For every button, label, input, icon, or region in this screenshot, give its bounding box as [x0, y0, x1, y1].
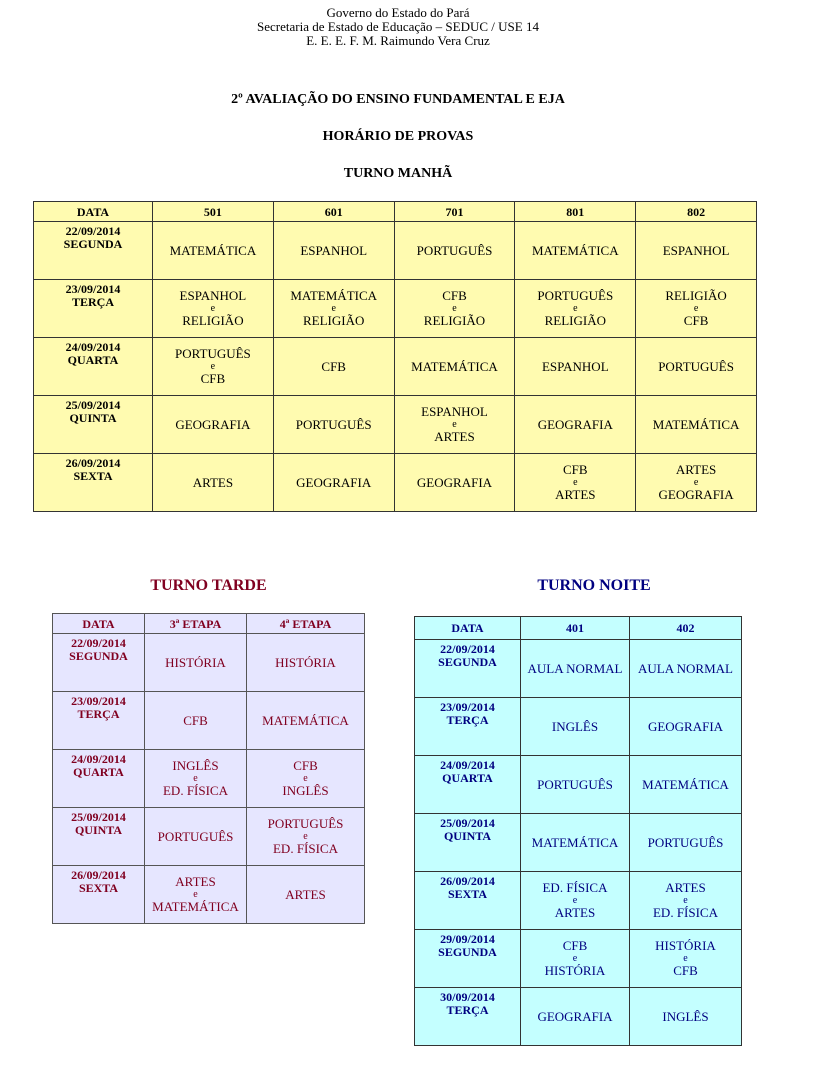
- evaluation-title: 2º AVALIAÇÃO DO ENSINO FUNDAMENTAL E EJA: [231, 92, 565, 107]
- weekday-text: QUARTA: [67, 353, 119, 367]
- subject-cell: [247, 692, 365, 750]
- night-shift-title: TURNO NOITE: [537, 577, 651, 594]
- subject-text: INGLÊS: [551, 718, 599, 734]
- date-text: 23/09/2014: [65, 282, 121, 296]
- subject-text: ESPANHOL: [300, 242, 368, 258]
- column-header: 501: [153, 202, 274, 222]
- subject-cell: [515, 222, 636, 280]
- column-header: 701: [394, 202, 515, 222]
- connector-text: e: [210, 361, 216, 372]
- subject-text: ED. FÍSICA: [162, 783, 228, 798]
- schedule-title: HORÁRIO DE PROVAS: [322, 129, 474, 144]
- date-cell: [34, 280, 153, 338]
- subject-cell: [636, 222, 757, 280]
- subject-cell: [394, 338, 515, 396]
- weekday-text: QUINTA: [69, 411, 117, 425]
- subject-cell: [521, 930, 630, 988]
- subject-cell: [630, 988, 742, 1046]
- weekday-text: SEGUNDA: [438, 655, 497, 669]
- date-cell: [34, 396, 153, 454]
- weekday-text: TERÇA: [71, 295, 114, 309]
- date-cell: [34, 454, 153, 512]
- subject-cell: [247, 634, 365, 692]
- table-row: [53, 866, 365, 924]
- column-header-date: DATA: [415, 617, 521, 640]
- table-row: [415, 814, 742, 872]
- subject-cell: [145, 634, 247, 692]
- connector-text: e: [331, 303, 336, 314]
- subject-cell: [630, 930, 742, 988]
- subject-cell: [273, 396, 394, 454]
- subject-text: PORTUGUÊS: [537, 288, 614, 303]
- column-header: 801: [515, 202, 636, 222]
- date-text: 22/09/2014: [440, 642, 495, 656]
- date-cell: [34, 338, 153, 396]
- date-text: 26/09/2014: [440, 874, 495, 888]
- subject-text: CFB: [293, 758, 318, 773]
- date-text: 22/09/2014: [65, 224, 121, 238]
- subject-text: ESPANHOL: [421, 404, 488, 419]
- subject-text: GEOGRAFIA: [296, 474, 372, 490]
- subject-text: RELIGIÃO: [182, 313, 244, 328]
- subject-cell: [394, 280, 515, 338]
- weekday-text: TERÇA: [446, 1003, 489, 1017]
- subject-cell: [145, 750, 247, 808]
- subject-text: MATEMÁTICA: [411, 358, 498, 374]
- subject-text: RELIGIÃO: [423, 313, 486, 328]
- weekday-text: SEXTA: [447, 887, 488, 901]
- subject-text: ED. FÍSICA: [272, 841, 338, 856]
- weekday-text: SEGUNDA: [69, 649, 128, 663]
- subject-cell: [636, 396, 757, 454]
- subject-text: GEOGRAFIA: [537, 1008, 613, 1024]
- subject-text: GEOGRAFIA: [175, 416, 251, 432]
- connector-text: e: [683, 895, 688, 906]
- table-row: [34, 454, 757, 512]
- weekday-text: TERÇA: [446, 713, 489, 727]
- subject-cell: [247, 750, 365, 808]
- subject-text: AULA NORMAL: [638, 660, 733, 676]
- subject-text: RELIGIÃO: [544, 313, 606, 328]
- date-cell: [415, 756, 521, 814]
- connector-text: e: [303, 831, 308, 842]
- column-header: 802: [636, 202, 757, 222]
- afternoon-shift-title: TURNO TARDE: [150, 577, 267, 594]
- morning-shift-title: TURNO MANHÃ: [343, 166, 453, 181]
- subject-cell: [153, 454, 274, 512]
- subject-text: ED. FÍSICA: [542, 880, 608, 895]
- connector-text: e: [193, 889, 198, 900]
- subject-cell: [273, 338, 394, 396]
- date-cell: [415, 640, 521, 698]
- date-cell: [415, 872, 521, 930]
- date-cell: [415, 930, 521, 988]
- table-row: [53, 808, 365, 866]
- table-row: [415, 640, 742, 698]
- date-cell: [53, 808, 145, 866]
- connector-text: e: [193, 773, 198, 784]
- column-header-date: DATA: [53, 614, 145, 634]
- weekday-text: SEGUNDA: [63, 237, 123, 251]
- subject-cell: [515, 338, 636, 396]
- subject-text: CFB: [562, 938, 588, 953]
- subject-cell: [515, 396, 636, 454]
- table-row: [34, 222, 757, 280]
- subject-cell: [247, 866, 365, 924]
- weekday-text: SEXTA: [78, 881, 119, 895]
- subject-text: INGLÊS: [662, 1008, 709, 1024]
- subject-cell: [273, 222, 394, 280]
- night-schedule-table: [414, 616, 742, 1046]
- subject-cell: [636, 338, 757, 396]
- subject-text: CFB: [442, 288, 467, 303]
- subject-cell: [247, 808, 365, 866]
- subject-text: ESPANHOL: [179, 288, 247, 303]
- subject-text: ARTES: [554, 905, 596, 920]
- subject-text: MATEMÁTICA: [290, 288, 378, 303]
- connector-text: e: [303, 773, 308, 784]
- header-school: E. E. E. F. M. Raimundo Vera Cruz: [306, 33, 490, 48]
- subject-text: PORTUGUÊS: [658, 358, 734, 374]
- subject-text: CFB: [321, 358, 346, 374]
- subject-text: MATEMÁTICA: [262, 712, 349, 728]
- date-text: 23/09/2014: [440, 700, 495, 714]
- subject-cell: [145, 808, 247, 866]
- weekday-text: SEXTA: [73, 469, 113, 483]
- subject-text: ARTES: [285, 886, 326, 902]
- table-row: [53, 634, 365, 692]
- subject-text: MATEMÁTICA: [642, 776, 729, 792]
- subject-text: HISTÓRIA: [544, 963, 606, 978]
- subject-cell: [153, 396, 274, 454]
- subject-cell: [145, 692, 247, 750]
- column-header: 401: [521, 617, 630, 640]
- column-header: 601: [273, 202, 394, 222]
- subject-cell: [145, 866, 247, 924]
- subject-text: PORTUGUÊS: [267, 816, 344, 831]
- weekday-text: QUINTA: [74, 823, 123, 837]
- subject-cell: [521, 698, 630, 756]
- subject-text: MATEMÁTICA: [531, 834, 619, 850]
- subject-text: RELIGIÃO: [665, 288, 727, 303]
- subject-cell: [273, 454, 394, 512]
- subject-text: INGLÊS: [282, 783, 329, 798]
- weekday-text: QUARTA: [73, 765, 124, 779]
- afternoon-schedule-table: [52, 613, 365, 924]
- subject-cell: [515, 280, 636, 338]
- subject-text: CFB: [563, 462, 588, 477]
- connector-text: e: [693, 477, 699, 488]
- subject-cell: [630, 872, 742, 930]
- date-text: 30/09/2014: [440, 990, 495, 1004]
- subject-cell: [273, 280, 394, 338]
- connector-text: e: [452, 303, 457, 314]
- subject-text: GEOGRAFIA: [658, 487, 734, 502]
- subject-text: PORTUGUÊS: [175, 346, 251, 361]
- subject-text: ESPANHOL: [662, 242, 730, 258]
- date-text: 24/09/2014: [440, 758, 495, 772]
- subject-cell: [153, 338, 274, 396]
- subject-text: ARTES: [675, 462, 717, 477]
- subject-cell: [153, 222, 274, 280]
- date-text: 25/09/2014: [440, 816, 495, 830]
- date-text: 24/09/2014: [65, 340, 121, 354]
- column-header: 4ª ETAPA: [247, 614, 365, 634]
- date-text: 26/09/2014: [65, 456, 121, 470]
- subject-cell: [521, 814, 630, 872]
- date-text: 29/09/2014: [440, 932, 495, 946]
- subject-text: MATEMÁTICA: [152, 899, 239, 914]
- subject-cell: [636, 280, 757, 338]
- subject-text: GEOGRAFIA: [647, 718, 724, 734]
- subject-cell: [515, 454, 636, 512]
- date-cell: [53, 866, 145, 924]
- subject-text: MATEMÁTICA: [169, 242, 257, 258]
- subject-text: ARTES: [555, 487, 596, 502]
- subject-text: INGLÊS: [172, 758, 219, 773]
- subject-text: PORTUGUÊS: [157, 828, 234, 844]
- date-cell: [34, 222, 153, 280]
- document-header: [0, 6, 796, 48]
- table-row: [53, 692, 365, 750]
- connector-text: e: [573, 303, 578, 314]
- subject-text: GEOGRAFIA: [537, 416, 613, 432]
- subject-text: ARTES: [192, 474, 234, 490]
- subject-text: CFB: [673, 963, 698, 978]
- date-cell: [415, 988, 521, 1046]
- table-row: [415, 698, 742, 756]
- subject-text: ED. FÍSICA: [652, 905, 718, 920]
- weekday-text: SEGUNDA: [438, 945, 497, 959]
- connector-text: e: [210, 303, 216, 314]
- morning-schedule-table: [33, 201, 757, 512]
- subject-cell: [394, 454, 515, 512]
- subject-cell: [153, 280, 274, 338]
- date-cell: [415, 698, 521, 756]
- subject-cell: [394, 222, 515, 280]
- subject-text: MATEMÁTICA: [531, 242, 619, 258]
- subject-cell: [521, 872, 630, 930]
- date-text: 25/09/2014: [65, 398, 121, 412]
- date-text: 26/09/2014: [71, 868, 126, 882]
- header-secretariat: Secretaria de Estado de Educação – SEDUC / USE 14: [257, 19, 539, 34]
- column-header: 3ª ETAPA: [145, 614, 247, 634]
- header-government: Governo do Estado do Pará: [326, 5, 470, 20]
- weekday-text: QUARTA: [442, 771, 493, 785]
- table-row: [415, 988, 742, 1046]
- subject-cell: [521, 988, 630, 1046]
- date-text: 24/09/2014: [71, 752, 126, 766]
- subject-cell: [630, 640, 742, 698]
- subject-cell: [630, 756, 742, 814]
- connector-text: e: [572, 895, 578, 906]
- subject-text: RELIGIÃO: [303, 313, 365, 328]
- subject-text: ESPANHOL: [541, 358, 609, 374]
- subject-cell: [630, 698, 742, 756]
- subject-text: MATEMÁTICA: [652, 416, 740, 432]
- subject-text: ARTES: [434, 429, 475, 444]
- subject-cell: [521, 640, 630, 698]
- subject-text: CFB: [183, 712, 208, 728]
- subject-cell: [630, 814, 742, 872]
- table-row: [34, 396, 757, 454]
- date-cell: [53, 692, 145, 750]
- table-row: [53, 750, 365, 808]
- date-text: 25/09/2014: [71, 810, 126, 824]
- connector-text: e: [693, 303, 699, 314]
- subject-text: PORTUGUÊS: [416, 242, 493, 258]
- weekday-text: TERÇA: [77, 707, 120, 721]
- connector-text: e: [452, 419, 457, 430]
- subject-text: CFB: [683, 313, 709, 328]
- table-row: [415, 930, 742, 988]
- subject-text: ARTES: [665, 880, 706, 895]
- date-text: 23/09/2014: [71, 694, 126, 708]
- subject-text: CFB: [200, 371, 226, 386]
- subject-text: PORTUGUÊS: [647, 834, 724, 850]
- table-row: [415, 872, 742, 930]
- connector-text: e: [572, 953, 578, 964]
- table-row: [34, 338, 757, 396]
- weekday-text: QUINTA: [443, 829, 492, 843]
- subject-text: ARTES: [175, 874, 216, 889]
- connector-text: e: [683, 953, 688, 964]
- connector-text: e: [573, 477, 578, 488]
- date-cell: [415, 814, 521, 872]
- subject-text: HISTÓRIA: [655, 938, 716, 953]
- subject-cell: [636, 454, 757, 512]
- subject-text: HISTÓRIA: [275, 654, 336, 670]
- date-text: 22/09/2014: [71, 636, 126, 650]
- table-row: [34, 280, 757, 338]
- subject-text: GEOGRAFIA: [416, 474, 493, 490]
- subject-text: PORTUGUÊS: [295, 416, 372, 432]
- column-header: 402: [630, 617, 742, 640]
- subject-text: AULA NORMAL: [527, 660, 623, 676]
- subject-text: HISTÓRIA: [165, 654, 226, 670]
- subject-text: PORTUGUÊS: [537, 776, 613, 792]
- subject-cell: [394, 396, 515, 454]
- table-row: [415, 756, 742, 814]
- subject-cell: [521, 756, 630, 814]
- date-cell: [53, 634, 145, 692]
- column-header-date: DATA: [34, 202, 153, 222]
- date-cell: [53, 750, 145, 808]
